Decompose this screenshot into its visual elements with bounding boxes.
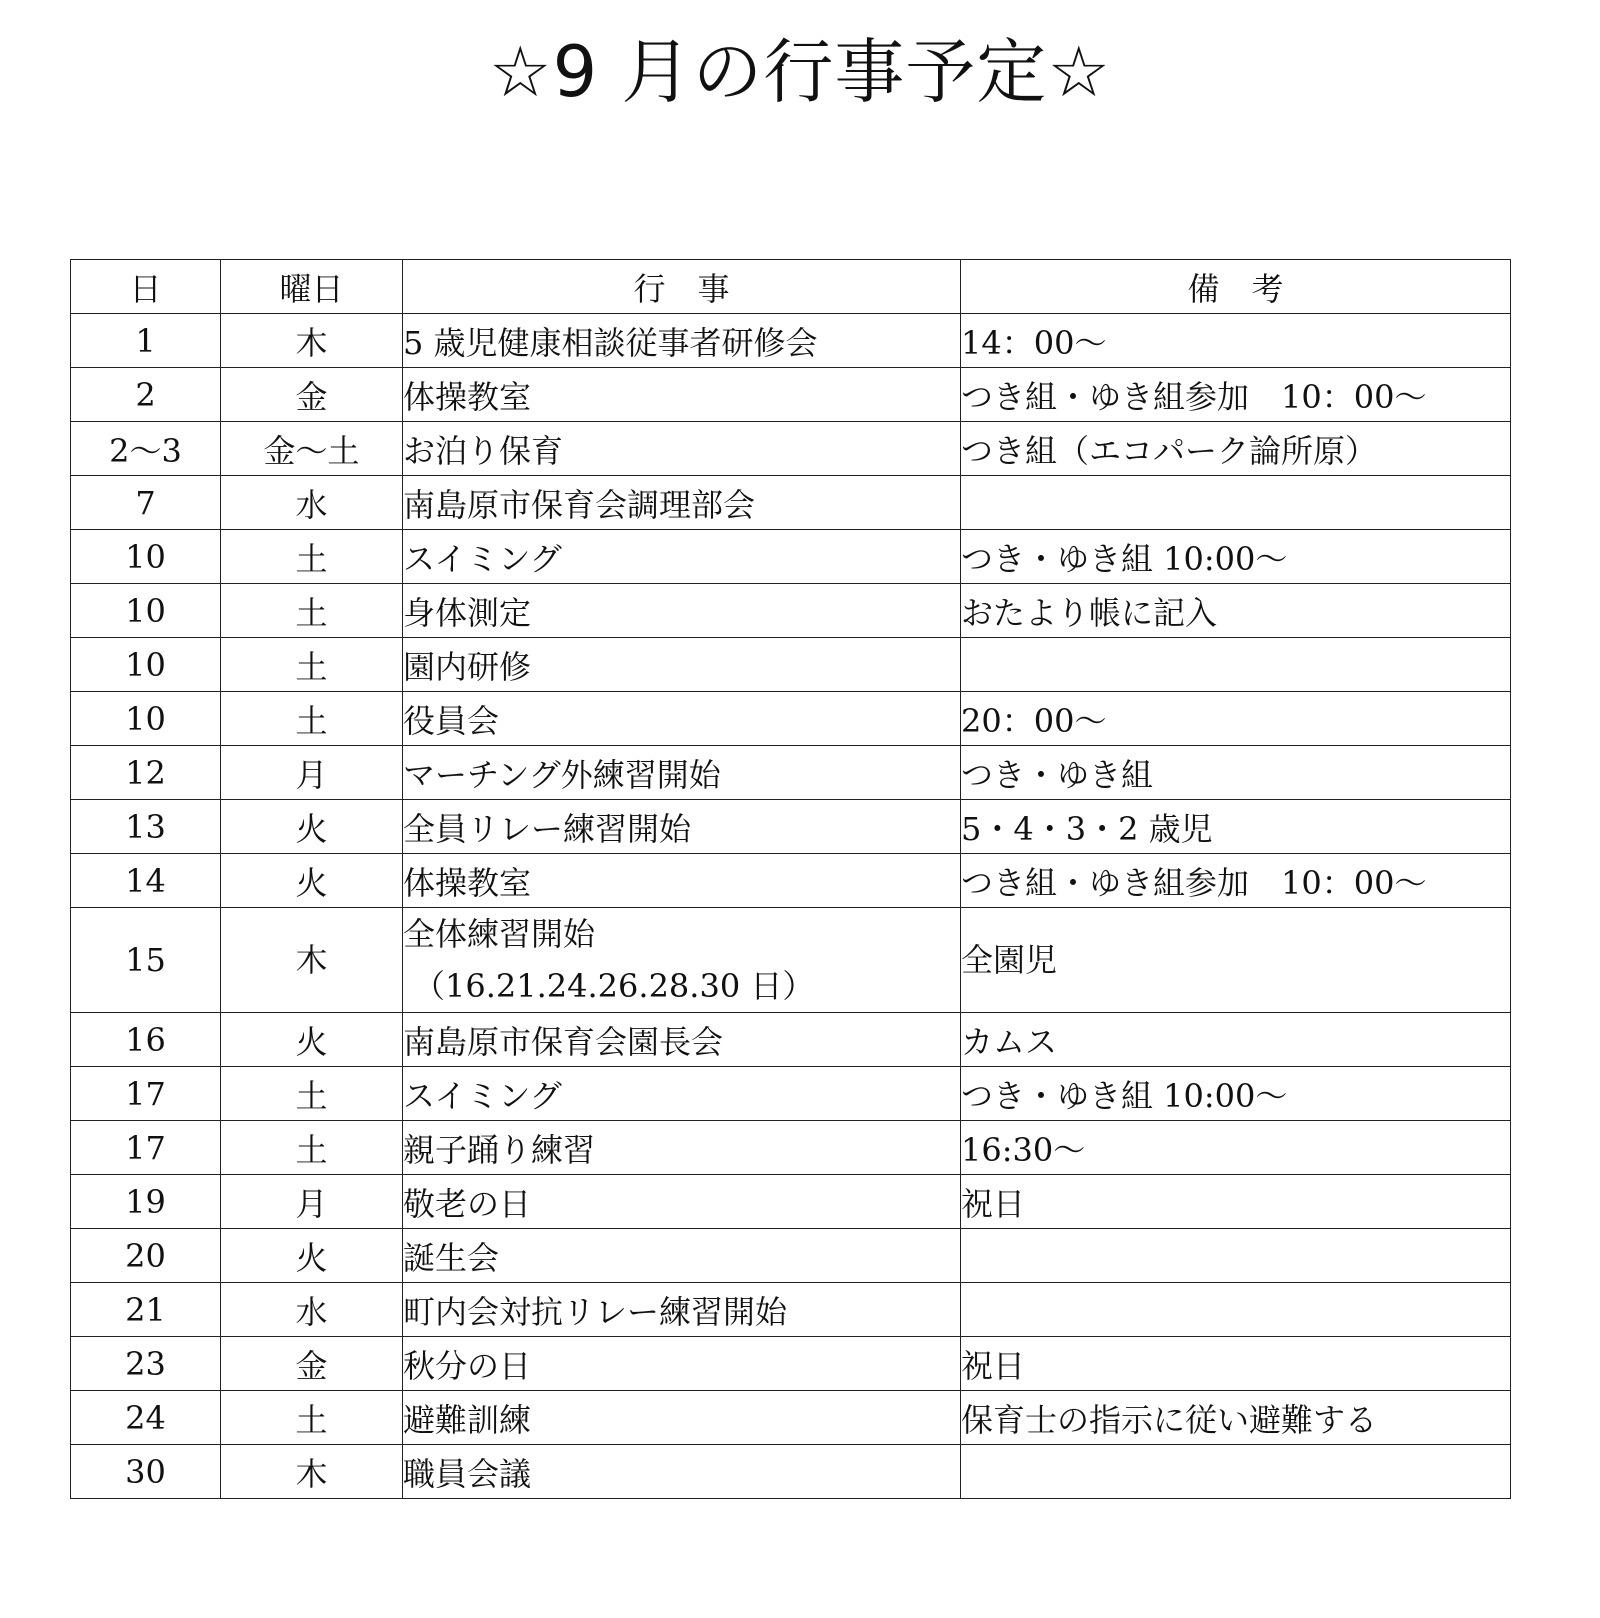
table-row <box>71 314 1511 368</box>
weekday-cell: 木 <box>221 908 403 1013</box>
weekday-cell: 金 <box>221 1337 403 1391</box>
weekday-cell: 月 <box>221 1175 403 1229</box>
note-cell: 祝日 <box>961 1175 1511 1229</box>
event-main-text: 全体練習開始 <box>403 915 596 953</box>
note-cell: 全園児 <box>961 908 1511 1013</box>
day-cell: 7 <box>71 476 221 530</box>
note-cell: 14：00～ <box>961 314 1511 368</box>
event-cell: 親子踊り練習 <box>403 1121 961 1175</box>
weekday-cell: 土 <box>221 584 403 638</box>
event-cell: 職員会議 <box>403 1445 961 1499</box>
event-cell: スイミング <box>403 1067 961 1121</box>
table-row <box>71 692 1511 746</box>
event-cell: 町内会対抗リレー練習開始 <box>403 1283 961 1337</box>
day-cell: 21 <box>71 1283 221 1337</box>
weekday-cell: 土 <box>221 1067 403 1121</box>
note-cell: つき組（エコパーク論所原） <box>961 422 1511 476</box>
weekday-cell: 土 <box>221 1121 403 1175</box>
day-cell: 12 <box>71 746 221 800</box>
day-cell: 17 <box>71 1067 221 1121</box>
day-cell: 13 <box>71 800 221 854</box>
table-row <box>71 1337 1511 1391</box>
header-event: 行 事 <box>403 260 961 314</box>
note-cell: 保育士の指示に従い避難する <box>961 1391 1511 1445</box>
table-row <box>71 638 1511 692</box>
table-row <box>71 1445 1511 1499</box>
page-title: ☆9 月の行事予定☆ <box>488 31 1112 113</box>
weekday-cell: 火 <box>221 854 403 908</box>
table-row <box>71 1013 1511 1067</box>
weekday-cell: 月 <box>221 746 403 800</box>
table-row <box>71 422 1511 476</box>
weekday-cell: 土 <box>221 692 403 746</box>
note-cell <box>961 1445 1511 1499</box>
note-cell: カムス <box>961 1013 1511 1067</box>
day-cell: 10 <box>71 530 221 584</box>
weekday-cell: 火 <box>221 1013 403 1067</box>
table-row <box>71 854 1511 908</box>
note-cell: つき組・ゆき組参加 10：00～ <box>961 368 1511 422</box>
header-note: 備 考 <box>961 260 1511 314</box>
table-row <box>71 1175 1511 1229</box>
schedule-body <box>71 314 1511 1499</box>
event-cell: 体操教室 <box>403 368 961 422</box>
day-cell: 10 <box>71 692 221 746</box>
table-row <box>71 1283 1511 1337</box>
table-row <box>71 584 1511 638</box>
table-row <box>71 368 1511 422</box>
event-cell: 南島原市保育会調理部会 <box>403 476 961 530</box>
event-cell: 秋分の日 <box>403 1337 961 1391</box>
note-cell: 5・4・3・2 歳児 <box>961 800 1511 854</box>
event-cell: お泊り保育 <box>403 422 961 476</box>
table-row <box>71 1067 1511 1121</box>
note-cell: 祝日 <box>961 1337 1511 1391</box>
day-cell: 1 <box>71 314 221 368</box>
table-row <box>71 1229 1511 1283</box>
event-cell: 南島原市保育会園長会 <box>403 1013 961 1067</box>
event-cell: 5 歳児健康相談従事者研修会 <box>403 314 961 368</box>
table-row <box>71 1391 1511 1445</box>
day-cell: 20 <box>71 1229 221 1283</box>
header-weekday: 曜日 <box>221 260 403 314</box>
weekday-cell: 土 <box>221 638 403 692</box>
event-cell: 誕生会 <box>403 1229 961 1283</box>
weekday-cell: 水 <box>221 476 403 530</box>
table-row <box>71 746 1511 800</box>
note-cell <box>961 476 1511 530</box>
note-cell: 16:30～ <box>961 1121 1511 1175</box>
day-cell: 14 <box>71 854 221 908</box>
note-cell <box>961 1229 1511 1283</box>
weekday-cell: 土 <box>221 530 403 584</box>
day-cell: 17 <box>71 1121 221 1175</box>
day-cell: 16 <box>71 1013 221 1067</box>
day-cell: 10 <box>71 584 221 638</box>
day-cell: 23 <box>71 1337 221 1391</box>
note-cell: つき・ゆき組 10:00～ <box>961 1067 1511 1121</box>
day-cell: 2 <box>71 368 221 422</box>
schedule-table <box>70 259 1511 1499</box>
weekday-cell: 金 <box>221 368 403 422</box>
table-row <box>71 530 1511 584</box>
event-cell: 役員会 <box>403 692 961 746</box>
table-row <box>71 1121 1511 1175</box>
header-day: 日 <box>71 260 221 314</box>
weekday-cell: 金～土 <box>221 422 403 476</box>
day-cell: 10 <box>71 638 221 692</box>
day-cell: 15 <box>71 908 221 1013</box>
day-cell: 24 <box>71 1391 221 1445</box>
weekday-cell: 水 <box>221 1283 403 1337</box>
weekday-cell: 木 <box>221 1445 403 1499</box>
day-cell: 2～3 <box>71 422 221 476</box>
event-cell: 園内研修 <box>403 638 961 692</box>
weekday-cell: 火 <box>221 800 403 854</box>
event-cell: 避難訓練 <box>403 1391 961 1445</box>
weekday-cell: 土 <box>221 1391 403 1445</box>
table-header-row <box>71 260 1511 314</box>
event-cell <box>403 908 961 1013</box>
note-cell: つき・ゆき組 10:00～ <box>961 530 1511 584</box>
event-cell: 敬老の日 <box>403 1175 961 1229</box>
note-cell <box>961 638 1511 692</box>
note-cell: つき組・ゆき組参加 10：00～ <box>961 854 1511 908</box>
event-sub-text: （16.21.24.26.28.30 日） <box>413 967 815 1005</box>
day-cell: 19 <box>71 1175 221 1229</box>
table-row <box>71 476 1511 530</box>
event-cell: 全員リレー練習開始 <box>403 800 961 854</box>
table-row <box>71 908 1511 1013</box>
note-cell <box>961 1283 1511 1337</box>
event-cell: 体操教室 <box>403 854 961 908</box>
note-cell: おたより帳に記入 <box>961 584 1511 638</box>
day-cell: 30 <box>71 1445 221 1499</box>
weekday-cell: 火 <box>221 1229 403 1283</box>
table-row <box>71 800 1511 854</box>
note-cell: 20：00～ <box>961 692 1511 746</box>
event-cell: 身体測定 <box>403 584 961 638</box>
note-cell: つき・ゆき組 <box>961 746 1511 800</box>
event-cell: マーチング外練習開始 <box>403 746 961 800</box>
weekday-cell: 木 <box>221 314 403 368</box>
event-cell: スイミング <box>403 530 961 584</box>
